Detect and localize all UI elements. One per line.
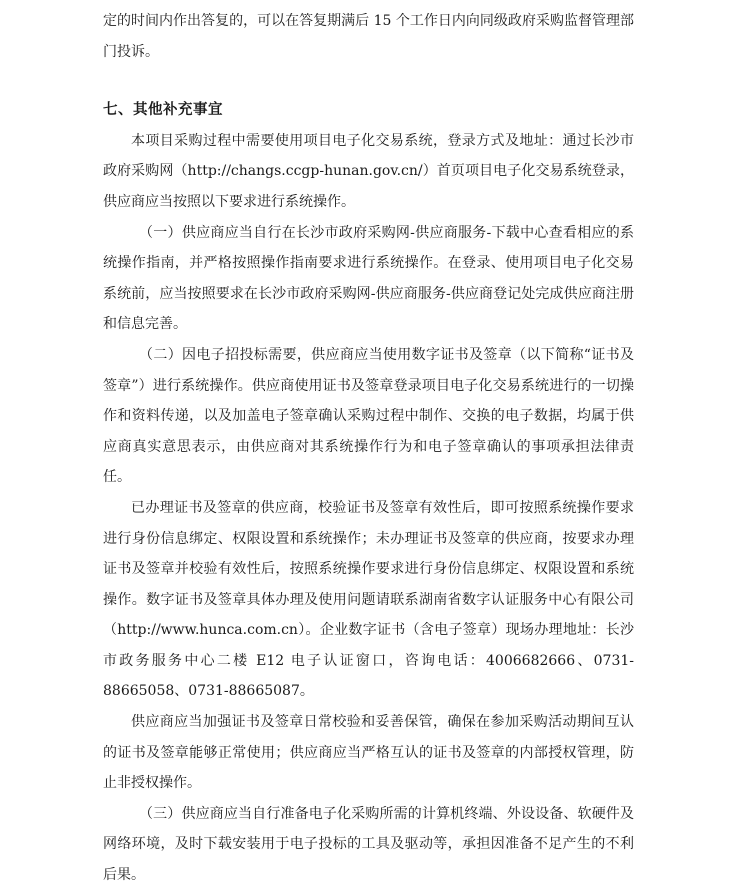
paragraph-item-1: （一）供应商应当自行在长沙市政府采购网-供应商服务-下载中心查看相应的系统操作指南，并严格按照操作指南要求进行系统操作。在登录、使用项目电子化交易系统前，应当按照要求在长沙市政府采购网-供应商服务-供应商登记处完成供应商注册和信息完善。 <box>103 224 634 333</box>
section-heading: 七、其他补充事宜 <box>103 102 223 119</box>
paragraph-safekeeping: 供应商应当加强证书及签章日常校验和妥善保管，确保在参加采购活动期间互认的证书及签章能够正常使用；供应商应当严格互认的证书及签章的内部授权管理，防止非授权操作。 <box>103 714 634 792</box>
paragraph-continued: 定的时间内作出答复的，可以在答复期满后 15 个工作日内向同级政府采购监督管理部门投诉。 <box>103 13 634 60</box>
document-page <box>103 6 634 891</box>
paragraph-intro: 本项目采购过程中需要使用项目电子化交易系统，登录方式及地址：通过长沙市政府采购网（http://changs.ccgp-hunan.gov.cn/）首页项目电子化交易系统登录，供应商应当按照以下要求进行系统操作。 <box>103 132 634 210</box>
paragraph-item-2: （二）因电子招投标需要，供应商应当使用数字证书及签章（以下简称“证书及签章”）进行系统操作。供应商使用证书及签章登录项目电子化交易系统进行的一切操作和资料传递，以及加盖电子签章确认采购过程中制作、交换的电子数据，均属于供应商真实意思表示，由供应商对其系统操作行为和电子签章确认的事项承担法律责任。 <box>103 346 634 486</box>
paragraph-certificate: 已办理证书及签章的供应商，校验证书及签章有效性后，即可按照系统操作要求进行身份信息绑定、权限设置和系统操作；未办理证书及签章的供应商，按要求办理证书及签章并校验有效性后，按照系统操作要求进行身份信息绑定、权限设置和系统操作。数字证书及签章具体办理及使用问题请联系湖南省数字认证服务中心有限公司（http://www.hunca.com.cn）。企业数字证书（含电子签章）现场办理地址：长沙市政务服务中心二楼 E12 电子认证窗口，咨询电话：4006682666、0731-88665058、0731-88665087。 <box>103 499 634 700</box>
paragraph-item-3: （三）供应商应当自行准备电子化采购所需的计算机终端、外设设备、软硬件及网络环境，及时下载安装用于电子投标的工具及驱动等，承担因准备不足产生的不利后果。 <box>103 805 634 884</box>
